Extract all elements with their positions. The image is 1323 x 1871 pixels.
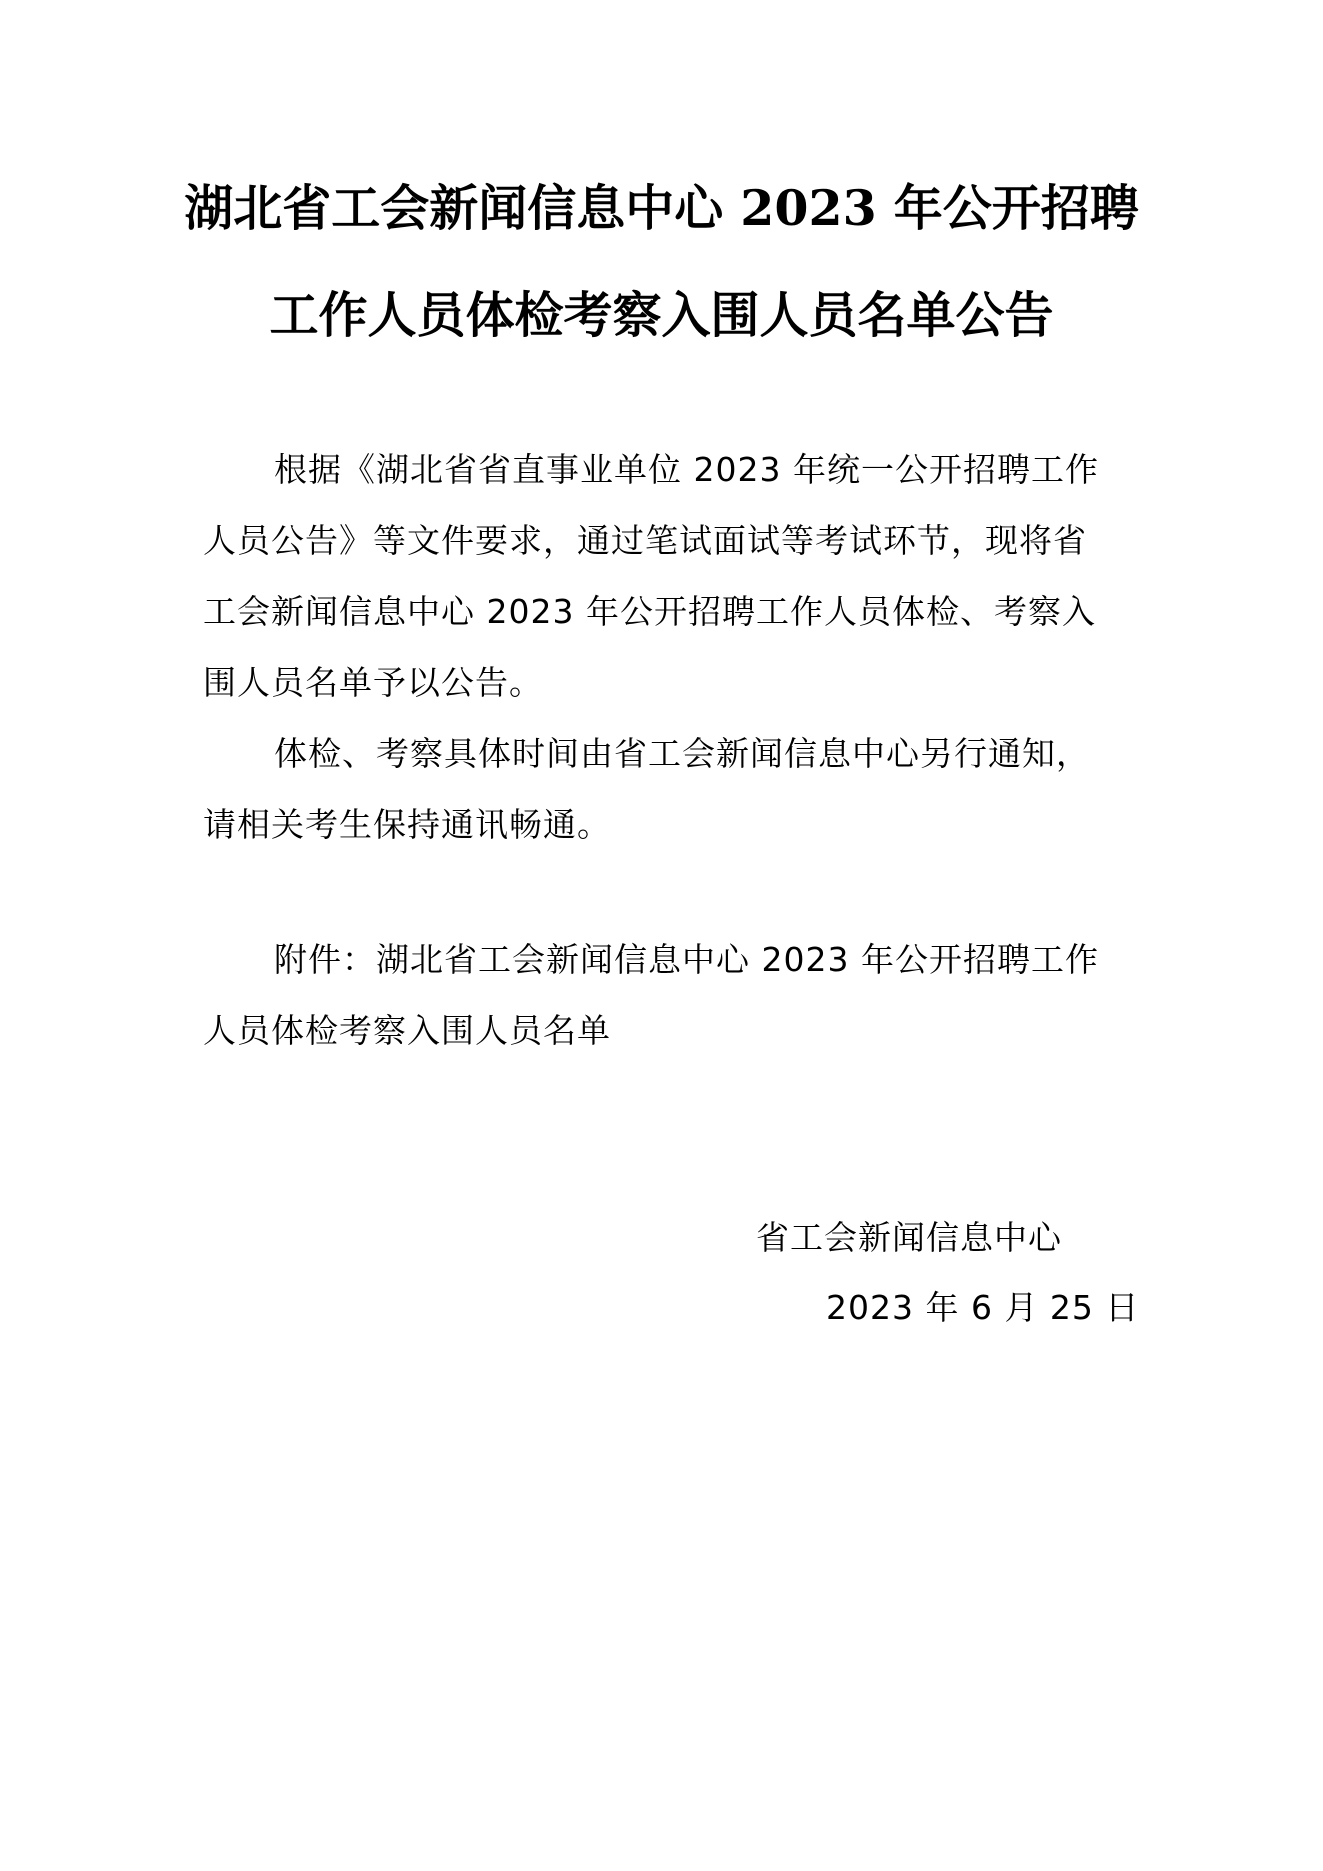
paragraph1-line-1: 根据《湖北省省直事业单位 2023 年统一公开招聘工作 <box>274 450 1099 489</box>
paragraph1-line-2: 人员公告》等文件要求，通过笔试面试等考试环节，现将省 <box>203 521 1087 560</box>
signature-organization: 省工会新闻信息中心 <box>756 1218 1062 1257</box>
document-title-line-2: 工作人员体检考察入围人员名单公告 <box>269 286 1054 344</box>
signature-date: 2023 年 6 月 25 日 <box>826 1288 1140 1327</box>
attachment-line-2: 人员体检考察入围人员名单 <box>203 1011 611 1050</box>
paragraph1-line-3: 工会新闻信息中心 2023 年公开招聘工作人员体检、考察入 <box>203 592 1096 631</box>
attachment-line-1: 附件：湖北省工会新闻信息中心 2023 年公开招聘工作 <box>274 940 1099 979</box>
paragraph1-line-4: 围人员名单予以公告。 <box>203 663 543 702</box>
document-title-line-1: 湖北省工会新闻信息中心 2023 年公开招聘 <box>184 179 1139 237</box>
paragraph2-line-1: 体检、考察具体时间由省工会新闻信息中心另行通知， <box>274 734 1090 773</box>
paragraph2-line-2: 请相关考生保持通讯畅通。 <box>203 805 611 844</box>
